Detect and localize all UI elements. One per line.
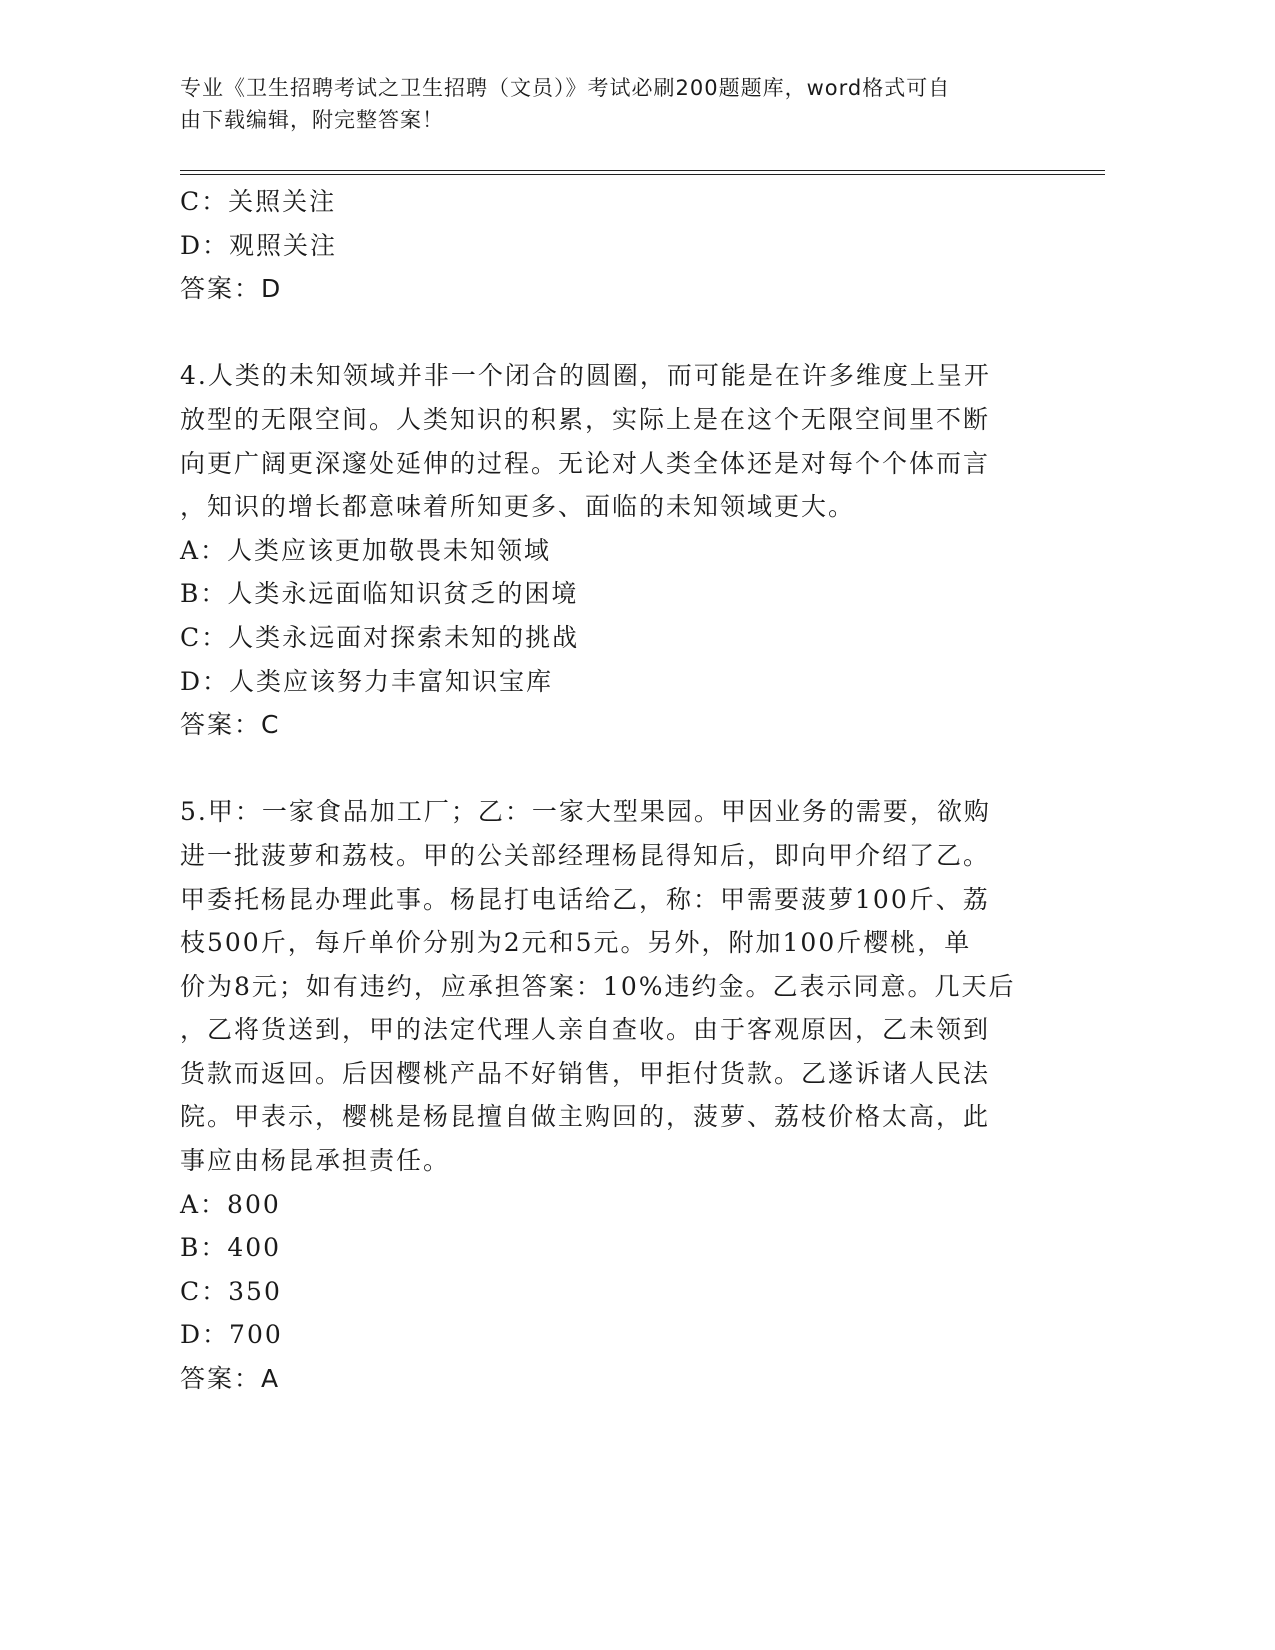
stem-line: 放型的无限空间。人类知识的积累，实际上是在这个无限空间里不断 bbox=[180, 404, 991, 434]
stem-line: ，乙将货送到，甲的法定代理人亲自查收。由于客观原因，乙未领到 bbox=[180, 1015, 991, 1045]
stem-line: 事应由杨昆承担责任。 bbox=[180, 1146, 451, 1176]
answer: 答案：A bbox=[180, 1364, 281, 1394]
option-a: A：800 bbox=[180, 1189, 281, 1219]
stem-line: 货款而返回。后因樱桃产品不好销售，甲拒付货款。乙遂诉诸人民法 bbox=[180, 1058, 991, 1088]
spacer bbox=[180, 311, 1040, 355]
option-d: D：700 bbox=[180, 1320, 283, 1350]
option-d: D：观照关注 bbox=[180, 230, 338, 260]
header-divider-top bbox=[180, 170, 1105, 171]
answer: 答案：D bbox=[180, 274, 283, 304]
spacer bbox=[180, 747, 1040, 791]
option-a: A：人类应该更加敬畏未知领域 bbox=[180, 535, 552, 565]
stem-line: 4.人类的未知领域并非一个闭合的圆圈，而可能是在许多维度上呈开 bbox=[180, 361, 991, 391]
question-stem bbox=[180, 354, 1040, 528]
question-4 bbox=[180, 354, 1040, 746]
header-line-2: 由下载编辑，附完整答案！ bbox=[180, 108, 444, 132]
option-b: B：400 bbox=[180, 1233, 282, 1263]
stem-line: 进一批菠萝和荔枝。甲的公关部经理杨昆得知后，即向甲介绍了乙。 bbox=[180, 840, 991, 870]
question-3 bbox=[180, 180, 1040, 311]
option-b: B：人类永远面临知识贫乏的困境 bbox=[180, 579, 579, 609]
option-d: D：人类应该努力丰富知识宝库 bbox=[180, 666, 554, 696]
question-5 bbox=[180, 790, 1040, 1400]
option-c: C：人类永远面对探索未知的挑战 bbox=[180, 622, 580, 652]
stem-line: ，知识的增长都意味着所知更多、面临的未知领域更大。 bbox=[180, 492, 856, 522]
stem-line: 向更广阔更深邃处延伸的过程。无论对人类全体还是对每个个体而言 bbox=[180, 448, 991, 478]
option-c: C：350 bbox=[180, 1276, 282, 1306]
header-line-1: 专业《卫生招聘考试之卫生招聘（文员）》考试必刷200题题库，word格式可自 bbox=[180, 76, 951, 100]
stem-line: 价为8元；如有违约，应承担答案：10%违约金。乙表示同意。几天后 bbox=[180, 971, 1016, 1001]
document-body bbox=[180, 180, 1040, 1401]
document-header bbox=[180, 72, 1030, 136]
stem-line: 枝500斤，每斤单价分别为2元和5元。另外，附加100斤樱桃，单 bbox=[180, 928, 972, 958]
stem-line: 5.甲：一家食品加工厂；乙：一家大型果园。甲因业务的需要，欲购 bbox=[180, 797, 991, 827]
answer: 答案：C bbox=[180, 710, 281, 740]
option-c: C：关照关注 bbox=[180, 187, 337, 216]
stem-line: 院。甲表示，樱桃是杨昆擅自做主购回的，菠萝、荔枝价格太高，此 bbox=[180, 1102, 991, 1132]
question-stem bbox=[180, 790, 1040, 1182]
stem-line: 甲委托杨昆办理此事。杨昆打电话给乙，称：甲需要菠萝100斤、荔 bbox=[180, 884, 990, 914]
header-divider-bottom bbox=[180, 174, 1105, 175]
